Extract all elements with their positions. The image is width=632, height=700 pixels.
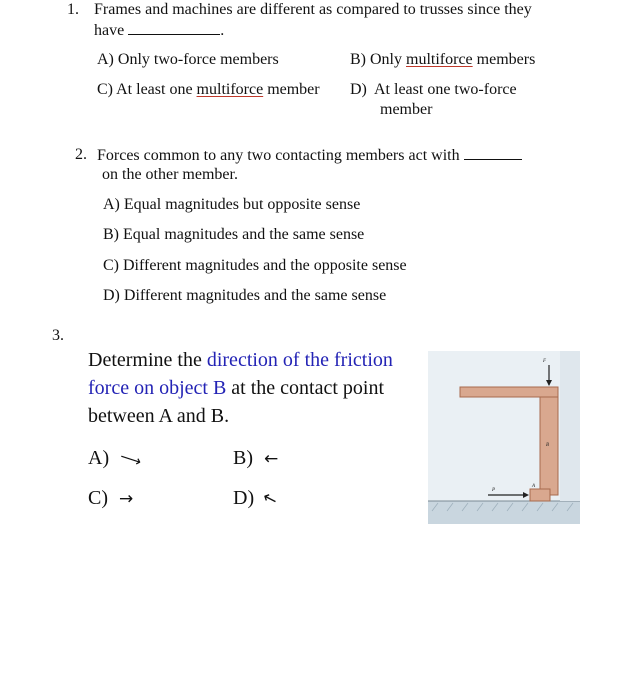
arrow-up-left-icon: ↖ — [260, 487, 281, 511]
label-b: B — [546, 443, 550, 448]
frame-diagram — [428, 351, 580, 524]
q1-stem-line2 — [94, 20, 224, 41]
q1-option-d-line2: member — [380, 101, 433, 118]
label-a: A — [532, 484, 536, 489]
q3-number: 3. — [52, 327, 64, 344]
q3-option-c — [88, 484, 133, 513]
q1-option-d-line1: D) At least one two-force — [350, 81, 517, 98]
q3-option-d — [233, 484, 281, 513]
q3-stem-line1 — [88, 346, 418, 374]
q3-stem-line2-plain: at the contact point — [226, 377, 385, 399]
label-p: P — [492, 488, 496, 493]
q2-option-c: C) Different magnitudes and the opposite sense — [103, 257, 407, 274]
q3-option-a-label: A) — [88, 447, 110, 469]
arrow-left-icon: ← — [264, 449, 279, 469]
right-wall — [560, 351, 580, 501]
q2-option-d: D) Different magnitudes and the same sense — [103, 287, 387, 304]
q3-diagram — [428, 351, 580, 524]
label-f: F — [543, 359, 547, 364]
q1-answer-blank — [128, 20, 220, 35]
q1-option-c-suffix: member — [263, 81, 320, 98]
force-p-arrowhead — [523, 492, 529, 498]
q3-stem-line1-plain: Determine the — [88, 349, 207, 371]
q3-option-d-label: D) — [233, 487, 255, 509]
block-a — [530, 489, 550, 501]
q1-option-a: A) Only two-force members — [97, 51, 279, 68]
q1-option-b-underlined: multiforce — [406, 51, 473, 68]
q1-number: 1. — [67, 1, 79, 18]
arrow-down-right-icon: ⟶ — [117, 447, 144, 471]
q3-stem — [88, 346, 418, 430]
q2-stem-line2: on the other member. — [102, 166, 238, 183]
q3-stem-line2-highlight: force on object B — [88, 377, 227, 399]
q2-stem-text: Forces common to any two contacting members act with — [97, 147, 460, 164]
q3-option-b — [233, 444, 278, 473]
q1-stem-word: have — [94, 22, 125, 39]
q1-option-c-underlined: multiforce — [196, 81, 264, 98]
q3-option-a — [88, 444, 142, 473]
arrow-right-icon: → — [119, 489, 134, 509]
q2-stem-line1 — [97, 145, 522, 166]
q2-option-b: B) Equal magnitudes and the same sense — [103, 226, 365, 243]
q2-answer-blank — [464, 145, 522, 160]
q1-option-c-prefix: C) At least one — [97, 81, 197, 98]
frame-arm — [460, 387, 558, 397]
q3-stem-line3: between A and B. — [88, 405, 230, 427]
q1-option-b-prefix: B) Only — [350, 51, 406, 68]
q3-option-b-label: B) — [233, 447, 253, 469]
q1-option-b-suffix: members — [472, 51, 536, 68]
q1-option-b — [350, 50, 535, 70]
q3-stem-line1-highlight: direction of the friction — [206, 349, 393, 371]
q1-stem-line1: Frames and machines are different as compared to trusses since they — [94, 1, 532, 18]
q3-option-c-label: C) — [88, 487, 108, 509]
q1-stem-period: . — [220, 22, 225, 39]
q2-option-a: A) Equal magnitudes but opposite sense — [103, 196, 361, 213]
force-f-arrowhead — [546, 380, 552, 386]
q1-option-c — [97, 80, 320, 100]
q2-number: 2. — [75, 146, 87, 163]
q3-stem-line2 — [88, 374, 418, 402]
